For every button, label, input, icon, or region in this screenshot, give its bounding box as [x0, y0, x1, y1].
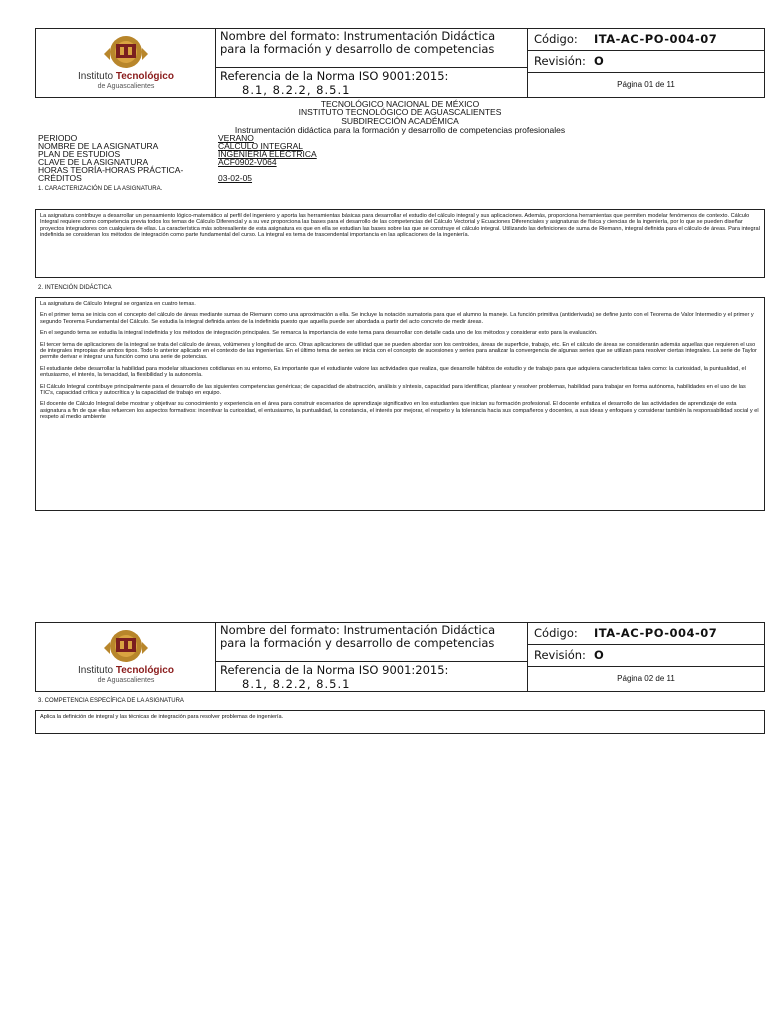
code-field: Código: ITA-AC-PO-004-07	[528, 29, 764, 51]
section3-text: Aplica la definición de integral y las técnicas de integración para resolver problemas de ingeniería.	[40, 714, 284, 720]
logo-cell	[36, 623, 216, 691]
info-asignatura: NOMBRE DE LA ASIGNATURA CÁLCULO INTEGRAL	[38, 141, 304, 151]
section2-paragraph: La asignatura de Cálculo Integral se organiza en cuatro temas.	[40, 301, 196, 307]
section2-paragraph: En el primer tema se inicia con el concepto del cálculo de áreas mediante sumas de Riemann como una aproximación a ella. Se incluye la notación sumatoria para que el alumno la maneje. La función primitiva (antiderivada) se define junto con el Teorema de Valor Intermedio y el primer y segundo Teorema Fundamental del Cálculo. Se estudia la integral definida antes de la indefinida puesto que aquella puede ser abordada a partir del acto concreto de medir áreas.	[40, 312, 754, 325]
section1-text: La asignatura contribuye a desarrollar un pensamiento lógico-matemático al perfil del ingeniero y aporta las herramientas básicas para desarrollar el estudio del cálculo integral y sus aplicaciones. Además, proporciona herramientas que permiten modelar fenómenos de contexto. Cálculo Integral requiere como competencia previa todos los temas de Cálculo Diferencial y a su vez proporciona las bases para el desarrollo de las competencias del Cálculo Vectorial y Ecuaciones Diferenciales y asignaturas de física y ciencias de la ingeniería, por lo que se pueden diseñar proyectos integradores con cualquiera de ellas. La característica más sobresaliente de esta asignatura es que en ella se estudian las bases sobre las que se construye el cálculo integral. Utilizando las definiciones de suma de Riemann, integral definida para el cálculo de áreas. Para integral indefinida se consideran los métodos de integración como parte fundamental del curso. La integral es tema de trascendental importancia en las aplicaciones de la ingeniería.	[40, 213, 760, 239]
title-line-2: INSTITUTO TECNOLÓGICO DE AGUASCALIENTES	[298, 107, 502, 117]
title-line-4: Instrumentación didáctica para la formación y desarrollo de competencias profesionales	[234, 125, 566, 135]
institute-logo-icon	[98, 34, 154, 70]
section3-title: 3. COMPETENCIA ESPECÍFICA DE LA ASIGNATURA	[38, 698, 184, 704]
info-periodo: PERIODO VERANO	[38, 133, 254, 143]
revision-field: Revisión: O	[528, 645, 764, 667]
section2-box	[35, 297, 765, 511]
revision-field: Revisión: O	[528, 51, 764, 73]
page-number: Página 02 de 11	[617, 674, 675, 683]
section3-box	[35, 710, 765, 734]
section2-paragraph: En el segundo tema se estudia la integral indefinida y los métodos de integración principales. Se remarca la importancia de este tema para desarrollar con detalle cada uno de los métodos y considerar esto para la evaluación.	[40, 330, 598, 337]
title-line-1: TECNOLÓGICO NACIONAL DE MÉXICO	[320, 99, 480, 109]
institute-name: Instituto Tecnológico	[78, 71, 174, 82]
section1-box	[35, 209, 765, 278]
institute-subname: de Aguascalientes	[97, 677, 155, 684]
section2-paragraph: El docente de Cálculo Integral debe mostrar y objetivar su conocimiento y experiencia en el área para construir escenarios de aprendizaje significativo en los estudiantes que inician su formación profesional. El docente enfatiza el desarrollo de las actividades de aprendizaje de esta asignatura a fin de que ellas refuercen los aspectos formativos: incentivar la curiosidad, el entusiasmo, la puntualidad, la constancia, el interés por mejorar, el respeto y la tolerancia hacia sus compañeros y docentes, a sus ideas y enfoques y considerar también la responsabilidad social y el respeto al medio ambiente	[40, 401, 759, 421]
info-clave: CLAVE DE LA ASIGNATURA ACF0902-V064	[38, 157, 277, 167]
page1-header	[35, 28, 765, 98]
institute-name: Instituto Tecnológico	[78, 665, 174, 676]
norm-reference: Referencia de la Norma ISO 9001:2015: 8.1, 8.2.2, 8.5.1	[216, 68, 528, 97]
format-name: Nombre del formato: Instrumentación Didáctica para la formación y desarrollo de competencias	[216, 29, 528, 68]
page2-header	[35, 622, 765, 692]
norm-reference: Referencia de la Norma ISO 9001:2015: 8.1, 8.2.2, 8.5.1	[216, 662, 528, 691]
page-number: Página 01 de 11	[617, 80, 675, 89]
section2-paragraph: El estudiante debe desarrollar la habilidad para modelar situaciones cotidianas en su entorno, Es importante que el estudiante valore las actividades que realiza, que desarrolle hábitos de estudio y de trabajo para que adquiera características tales como: la curiosidad, la puntualidad, el entusiasmo, el interés, la tenacidad, la flexibilidad y la autonomía.	[40, 365, 746, 379]
code-field: Código: ITA-AC-PO-004-07	[528, 623, 764, 645]
logo-cell	[36, 29, 216, 97]
info-plan: PLAN DE ESTUDIOS INGENIERÍA ELÉCTRICA	[38, 149, 317, 159]
section2-paragraph: El tercer tema de aplicaciones de la integral se trata del cálculo de áreas, volúmenes y longitud de arco. Otras aplicaciones de utilidad que se pueden abordar son los centroides, áreas de superficie, trabajo, etc. En el cálculo de áreas se considerarán además aquellas que requieren el uso de integrales impropias de ambos tipos. Todo lo anterior aplicado en el contexto de las ingenierías. En el último tema de series se inicia con el concepto de sucesiones y series para analizar la convergencia de algunas series que se utilizan para resolver ciertas integrales. La serie de Taylor permite derivar e integrar una función como una serie de potencias.	[40, 341, 757, 361]
institute-subname: de Aguascalientes	[97, 83, 155, 90]
section2-title: 2. INTENCIÓN DIDÁCTICA	[38, 285, 112, 291]
title-line-3: SUBDIRECCIÓN ACADÉMICA	[341, 116, 459, 126]
format-name: Nombre del formato: Instrumentación Didáctica para la formación y desarrollo de competencias	[216, 623, 528, 662]
info-horas: HORAS TEORÍA-HORAS PRÁCTICA-CRÉDITOS 03-02-05	[38, 165, 253, 183]
section1-title: 1. CARACTERIZACIÓN DE LA ASIGNATURA.	[38, 186, 163, 192]
section2-paragraph: El Cálculo Integral contribuye principalmente para el desarrollo de las siguientes competencias genéricas; de capacidad de abstracción, análisis y síntesis, capacidad para identificar, plantear y resolver problemas, habilidad para trabajar en forma autónoma, habilidades en el uso de las TIC's, capacidad crítica y autocrítica y la capacidad de trabajo en equipo.	[40, 383, 746, 397]
institute-logo-icon	[98, 628, 154, 664]
